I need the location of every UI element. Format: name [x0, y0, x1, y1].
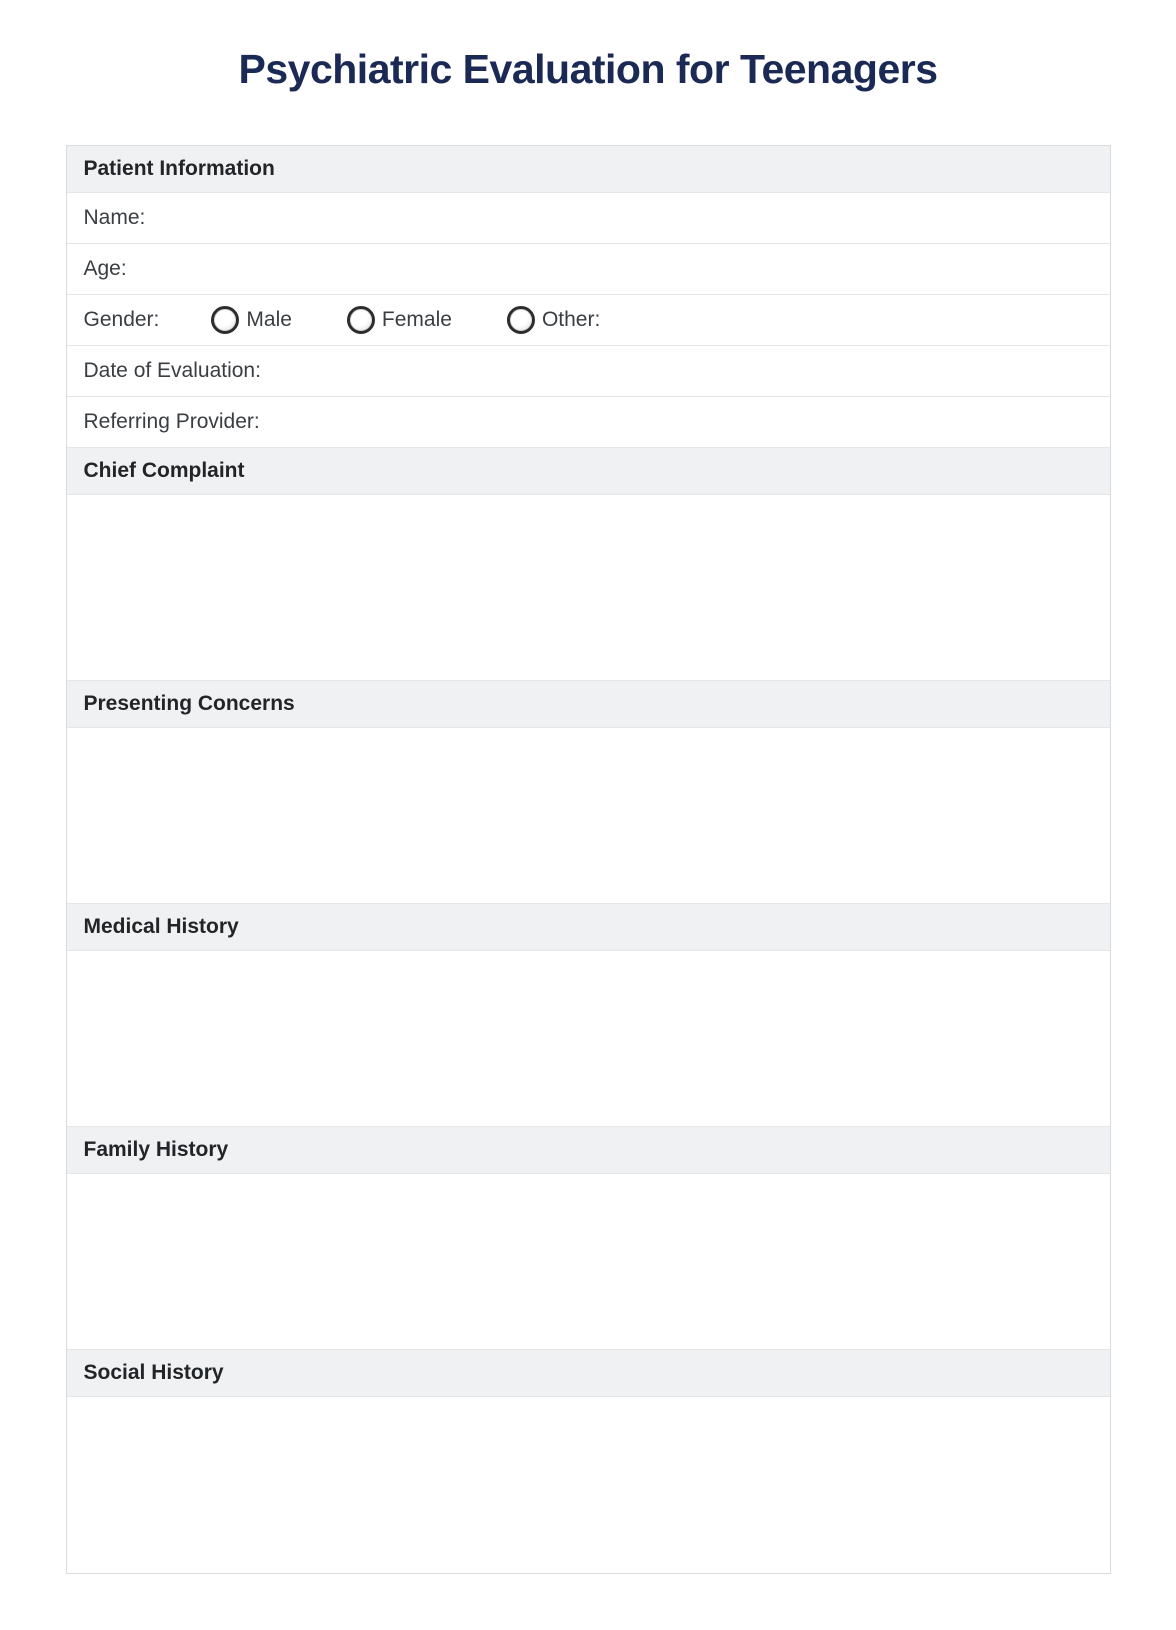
- field-label-date-of-evaluation: Date of Evaluation:: [83, 359, 261, 383]
- field-row-referring-provider: [67, 397, 1110, 448]
- presenting-concerns-textarea[interactable]: [67, 728, 1110, 904]
- radio-female-button[interactable]: [347, 306, 375, 334]
- radio-female-label: Female: [381, 308, 452, 332]
- radio-other-label: Other:: [541, 308, 601, 332]
- chief-complaint-textarea[interactable]: [67, 495, 1110, 681]
- date-of-evaluation-input-area[interactable]: [261, 346, 1093, 396]
- gender-option-female: [347, 306, 452, 334]
- section-header-presenting-concerns: Presenting Concerns: [67, 681, 1110, 728]
- section-header-social-history: Social History: [67, 1350, 1110, 1397]
- field-label-referring-provider: Referring Provider:: [83, 410, 260, 434]
- age-input-area[interactable]: [127, 244, 1093, 294]
- field-label-gender: Gender:: [83, 308, 160, 332]
- field-row-age: [67, 244, 1110, 295]
- field-row-name: [67, 193, 1110, 244]
- name-input-area[interactable]: [145, 193, 1092, 243]
- radio-male-button[interactable]: [211, 306, 239, 334]
- radio-other-button[interactable]: [507, 306, 535, 334]
- medical-history-textarea[interactable]: [67, 951, 1110, 1127]
- field-row-date-of-evaluation: [67, 346, 1110, 397]
- field-row-gender: [67, 295, 1110, 346]
- social-history-textarea[interactable]: [67, 1397, 1110, 1573]
- page-title: Psychiatric Evaluation for Teenagers: [238, 46, 938, 92]
- evaluation-form: [66, 145, 1111, 1574]
- gender-option-other: [507, 306, 600, 334]
- field-label-age: Age:: [83, 257, 127, 281]
- section-header-chief-complaint: Chief Complaint: [67, 448, 1110, 495]
- gender-other-input-area[interactable]: [600, 295, 1092, 345]
- referring-provider-input-area[interactable]: [260, 397, 1093, 447]
- radio-male-label: Male: [246, 308, 292, 332]
- section-header-medical-history: Medical History: [67, 904, 1110, 951]
- family-history-textarea[interactable]: [67, 1174, 1110, 1350]
- gender-option-male: [211, 306, 292, 334]
- section-header-family-history: Family History: [67, 1127, 1110, 1174]
- section-header-patient-information: Patient Information: [67, 146, 1110, 193]
- field-label-name: Name:: [83, 206, 146, 230]
